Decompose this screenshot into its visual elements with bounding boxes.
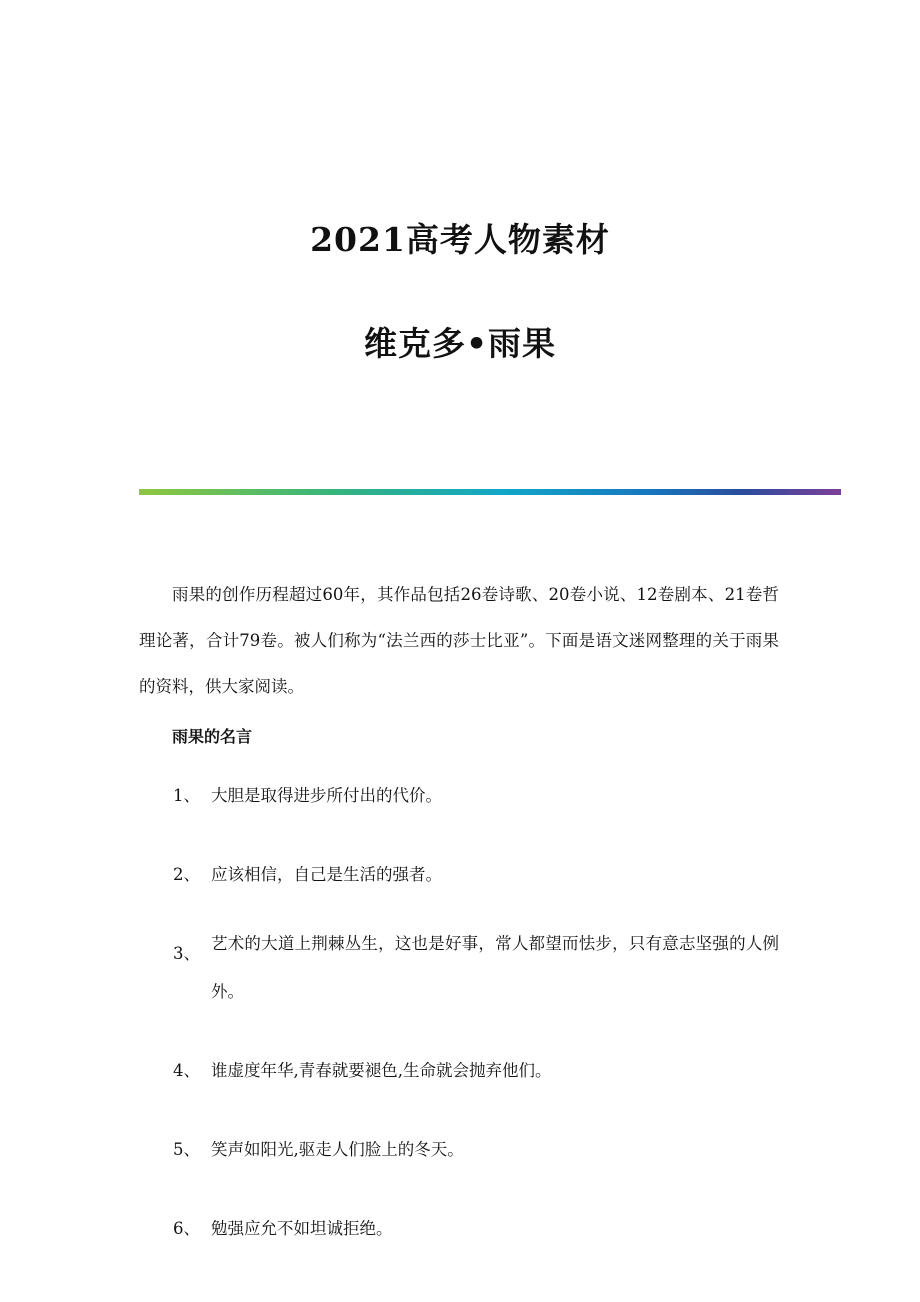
gradient-divider xyxy=(139,489,841,495)
quote-text: 应该相信，自己是生活的强者。 xyxy=(211,865,442,884)
quote-item-2 xyxy=(139,851,779,899)
quote-text: 艺术的大道上荆棘丛生，这也是好事，常人都望而怯步，只有意志坚强的人例外。 xyxy=(211,934,779,1001)
quote-number: 1、 xyxy=(173,786,200,805)
document-title: 2021高考人物素材 xyxy=(310,220,610,259)
quote-number: 6、 xyxy=(173,1219,200,1238)
document-body xyxy=(139,572,779,1284)
quote-item-4 xyxy=(139,1047,779,1095)
quote-number: 3、 xyxy=(173,944,200,963)
section-heading: 雨果的名言 xyxy=(172,727,253,746)
quote-item-5 xyxy=(139,1126,779,1174)
quote-text: 笑声如阳光,驱走人们脸上的冬天。 xyxy=(211,1140,464,1159)
quote-number: 4、 xyxy=(173,1061,200,1080)
quote-item-1 xyxy=(139,772,779,820)
quote-text: 谁虚度年华,青春就要褪色,生命就会抛弃他们。 xyxy=(211,1061,552,1080)
quote-text: 勉强应允不如坦诚拒绝。 xyxy=(211,1219,393,1238)
document-subtitle: 维克多•雨果 xyxy=(363,324,557,363)
quote-text: 大胆是取得进步所付出的代价。 xyxy=(211,786,442,805)
quote-number: 5、 xyxy=(173,1140,200,1159)
quote-item-6 xyxy=(139,1205,779,1253)
intro-paragraph: 雨果的创作历程超过60年，其作品包括26卷诗歌、20卷小说、12卷剧本、21卷哲理论著，合计79卷。被人们称为“法兰西的莎士比亚”。下面是语文迷网整理的关于雨果的资料，供大家阅读。 xyxy=(139,585,779,696)
quote-item-3 xyxy=(139,930,779,1016)
quote-list xyxy=(139,772,779,1253)
quote-number: 2、 xyxy=(173,865,200,884)
